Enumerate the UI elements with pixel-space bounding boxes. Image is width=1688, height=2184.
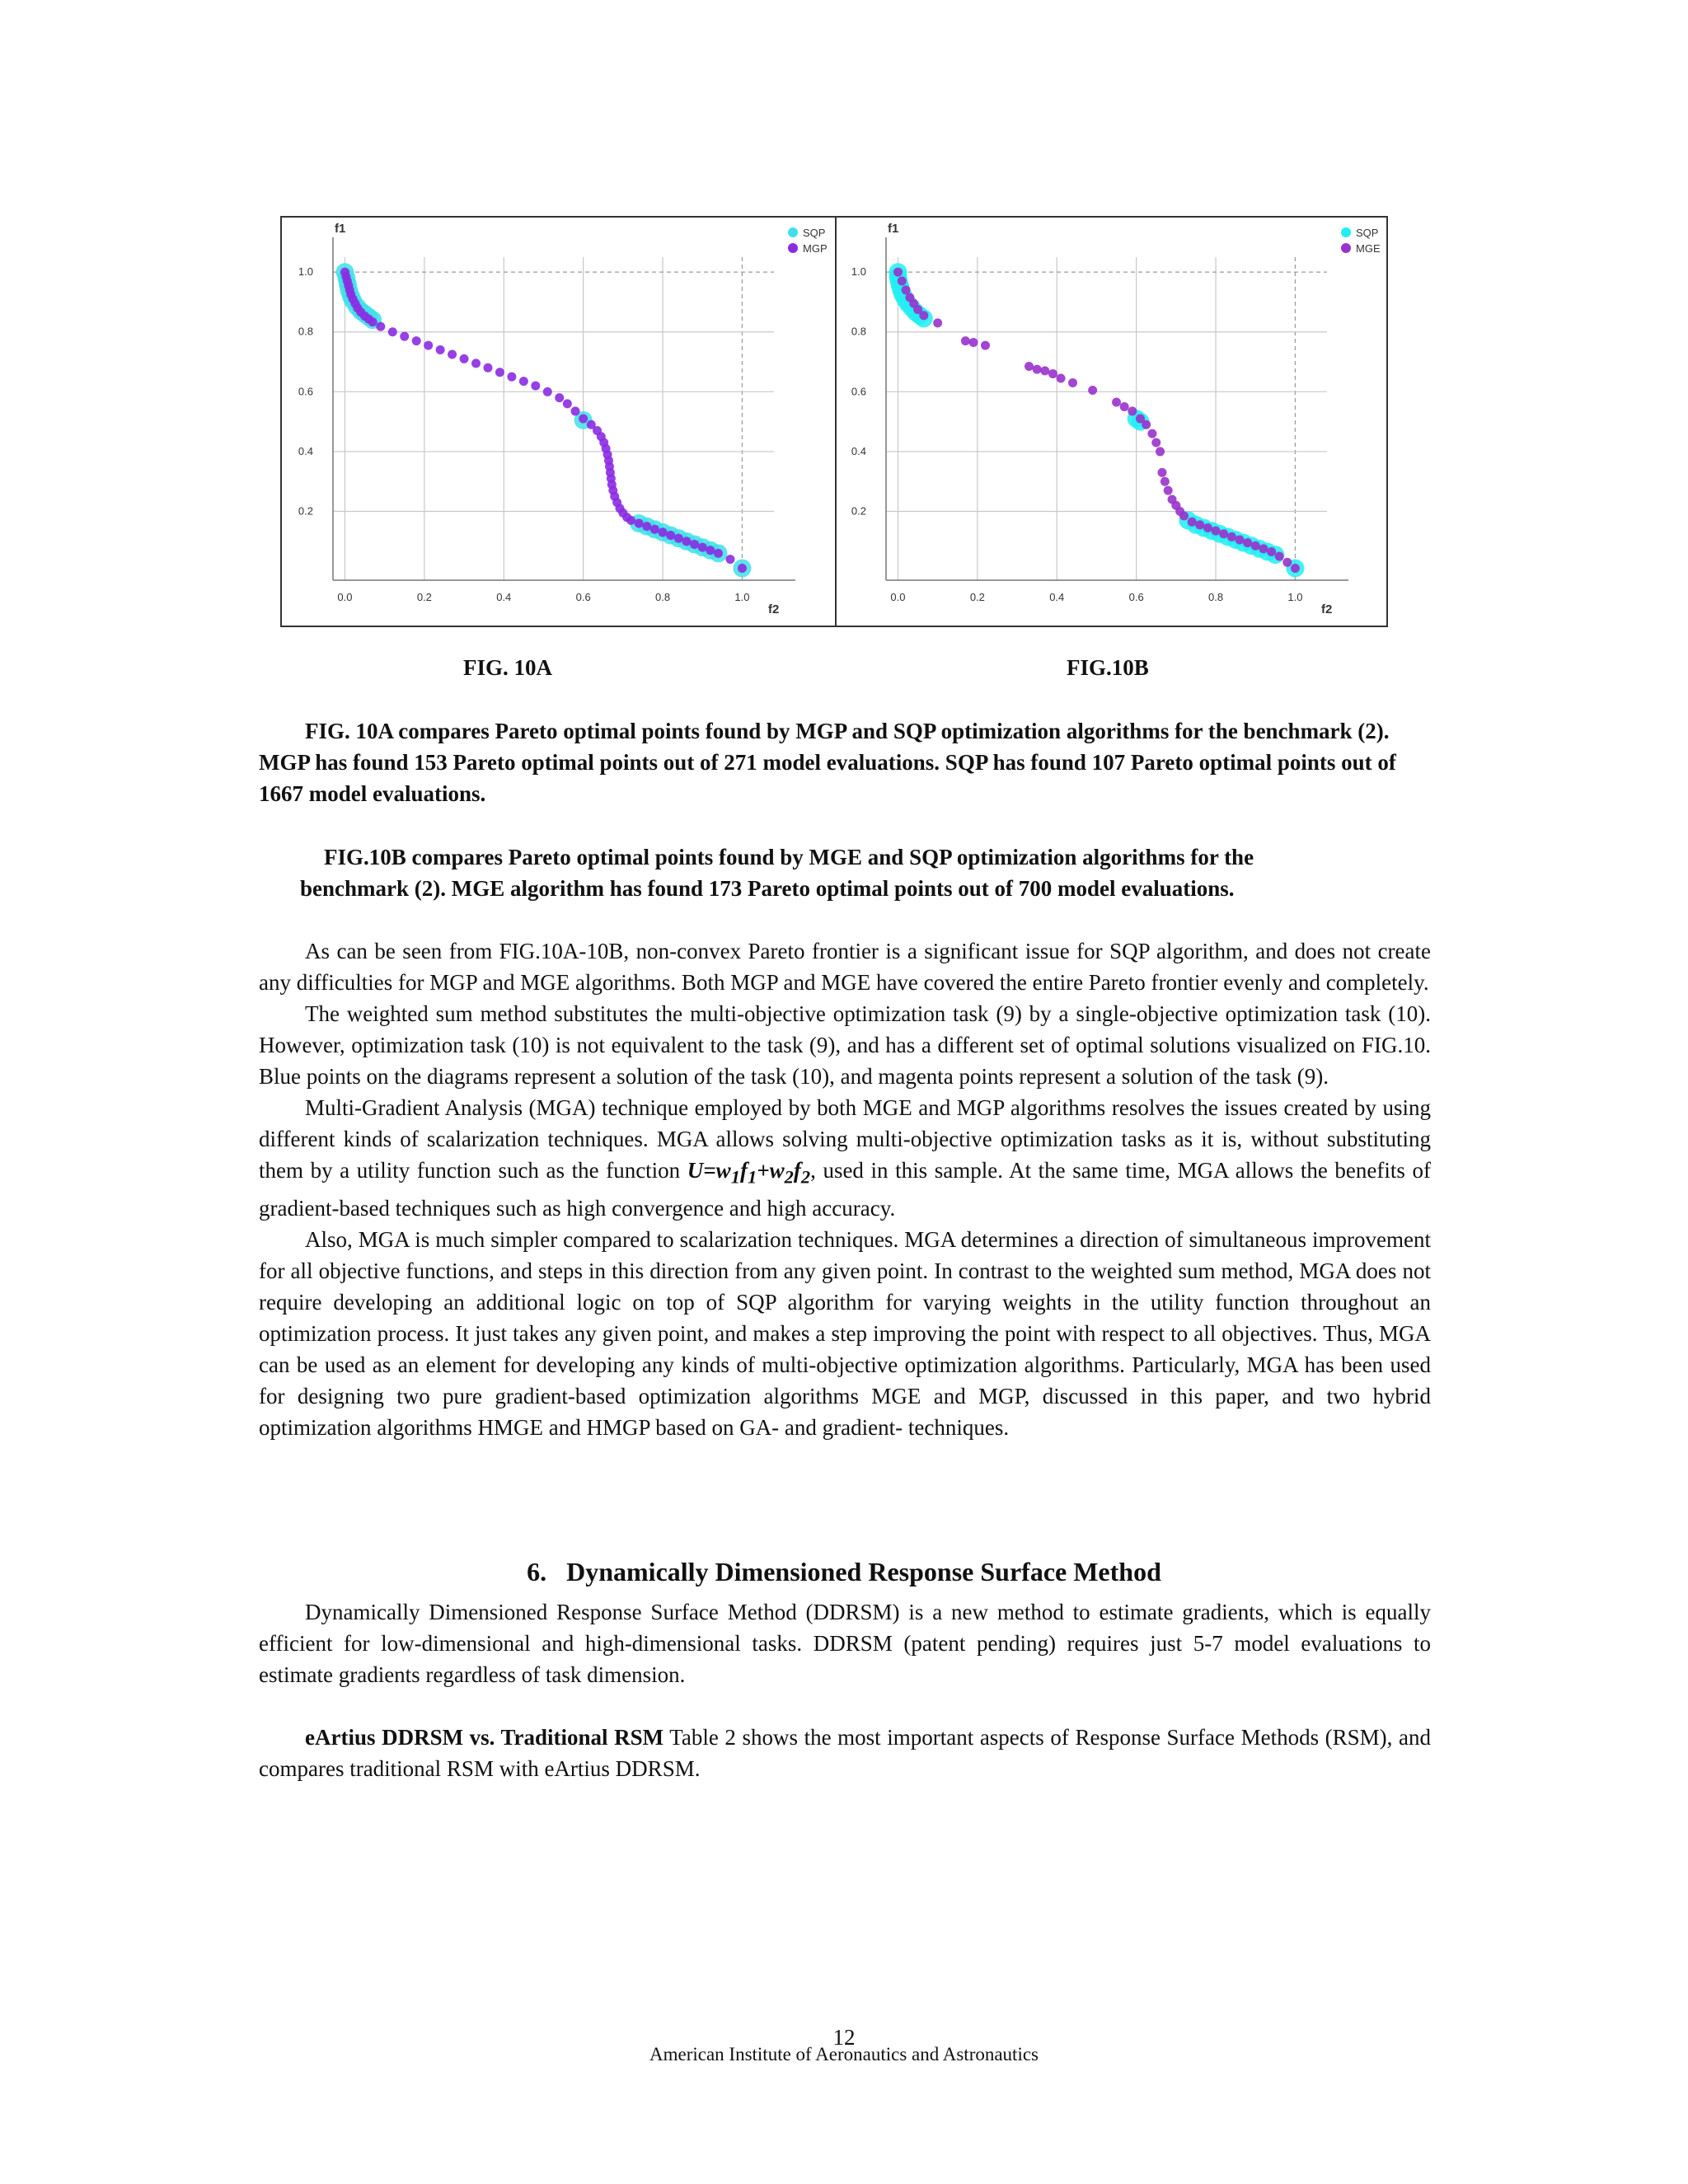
legend-label: MGP	[803, 242, 828, 255]
section-body-2	[259, 1722, 1431, 1784]
y-tick-label: 0.2	[298, 504, 313, 518]
section-heading	[0, 1557, 1688, 1587]
data-point	[635, 519, 644, 528]
data-point	[471, 359, 481, 368]
x-tick-label: 0.8	[655, 591, 671, 603]
data-point	[1195, 520, 1204, 529]
y-axis-label: f1	[888, 222, 899, 236]
data-point	[698, 543, 707, 552]
data-point	[690, 540, 699, 549]
data-point	[738, 564, 747, 573]
data-point	[706, 546, 715, 555]
data-point	[1112, 398, 1121, 407]
x-axis-label: f2	[1321, 602, 1333, 616]
x-tick-label: 0.2	[969, 591, 985, 603]
section-number: 6.	[527, 1557, 547, 1586]
figure-label-10b: FIG.10B	[1067, 655, 1149, 680]
data-point	[898, 277, 907, 286]
legend-label: SQP	[1356, 227, 1379, 239]
paragraph-lead: eArtius DDRSM vs. Traditional RSM	[305, 1725, 664, 1750]
y-tick-label: 0.8	[298, 325, 313, 338]
data-point	[543, 387, 552, 396]
data-point	[1291, 564, 1300, 573]
x-tick-label: 0.6	[1128, 591, 1144, 603]
legend-marker	[1341, 243, 1351, 253]
data-point	[1203, 523, 1212, 532]
paragraph: Also, MGA is much simpler compared to scalarization techniques. MGA determines a direction of simultaneous improvement for all objective functions, and steps in this direction from any given point. In contrast to the weighted sum method, MGA does not require developing an additional logic on top of SQP algorithm for varying weights in the utility function throughout an optimization process. It just takes any given point, and makes a step improving the point with respect to all objectives. Thus, MGA can be used as an element for developing any kinds of multi-objective optimization algorithms. Particularly, MGA has been used for designing two pure gradient-based optimization algorithms MGE and MGP, discussed in this paper, and two hybrid optimization algorithms HMGE and HMGP based on GA- and gradient- techniques.	[259, 1227, 1431, 1441]
y-tick-label: 0.2	[851, 504, 866, 518]
x-tick-label: 1.0	[1287, 591, 1303, 603]
data-point	[1259, 544, 1268, 553]
footer-publisher: American Institute of Aeronautics and Astronautics	[649, 2044, 1039, 2064]
x-axis-label: f2	[768, 602, 780, 616]
x-tick-label: 1.0	[734, 591, 750, 603]
x-tick-label: 0.4	[1049, 591, 1065, 603]
data-point	[674, 534, 683, 543]
data-point	[1267, 547, 1276, 556]
y-tick-label: 0.6	[851, 385, 866, 398]
data-point	[1025, 362, 1034, 371]
data-point	[388, 327, 397, 336]
x-tick-label: 0.8	[1208, 591, 1224, 603]
data-point	[682, 537, 691, 546]
data-point	[1048, 369, 1057, 378]
section-body	[259, 1596, 1431, 1690]
data-point	[495, 368, 504, 377]
data-point	[1088, 386, 1097, 395]
data-point	[531, 382, 540, 391]
data-point	[1128, 406, 1137, 415]
data-point	[507, 373, 516, 382]
data-point	[1156, 447, 1165, 456]
data-point	[1151, 438, 1160, 448]
data-point	[400, 332, 409, 341]
data-point	[714, 549, 723, 558]
data-point	[981, 341, 990, 350]
data-point	[376, 322, 385, 331]
data-point	[1068, 378, 1077, 387]
paragraph-text: , used in this sample. At the same time, MGA allows the benefits of gradient-based techniques such as high convergence and high accuracy.	[259, 1158, 1431, 1221]
data-point	[1157, 468, 1166, 477]
paragraph: The weighted sum method substitutes the multi-objective optimization task (9) by a single-objective optimization task (10). However, optimization task (10) is not equivalent to the task (9), and has a different set of optimal solutions visualized on FIG.10. Blue points on the diagrams represent a solution of the task (10), and magenta points represent a solution of the task (9).	[259, 1001, 1431, 1089]
data-point	[424, 341, 433, 350]
x-tick-label: 0.6	[575, 591, 591, 603]
data-point	[519, 377, 528, 386]
data-point	[919, 311, 928, 320]
chart-fig10a	[282, 218, 834, 626]
data-point	[483, 363, 492, 373]
figure-10-panel	[280, 216, 1388, 627]
y-tick-label: 0.4	[851, 444, 866, 457]
data-point	[725, 555, 734, 564]
legend-label: MGE	[1356, 242, 1381, 255]
legend-marker	[1341, 227, 1351, 237]
paragraph-text: Table 2 shows the most important aspects of Response Surface Methods (RSM), and compares traditional RSM with eArtius DDRSM.	[259, 1725, 1431, 1781]
data-point	[1040, 366, 1049, 375]
caption-fig10a: FIG. 10A compares Pareto optimal points found by MGP and SQP optimization algorithms for the benchmark (2). MGP has found 153 Pareto optimal points out of 271 model evaluations. SQP has found 107 Pareto optimal points out of 1667 model evaluations.	[259, 719, 1396, 806]
data-point	[650, 525, 659, 534]
x-tick-label: 0.0	[337, 591, 353, 603]
x-tick-label: 0.2	[416, 591, 432, 603]
data-point	[666, 531, 675, 540]
data-point	[1227, 532, 1236, 541]
data-point	[659, 527, 668, 537]
data-point	[961, 336, 970, 345]
legend-label: SQP	[803, 227, 826, 239]
data-point	[933, 318, 942, 327]
data-point	[893, 268, 903, 277]
section-title: Dynamically Dimensioned Response Surface Method	[566, 1557, 1161, 1586]
data-point	[1212, 527, 1221, 536]
y-tick-label: 0.4	[298, 444, 313, 457]
paragraph	[259, 1092, 1431, 1224]
y-tick-label: 1.0	[298, 265, 313, 279]
data-point	[1282, 558, 1292, 567]
data-point	[555, 393, 564, 402]
y-tick-label: 1.0	[851, 265, 866, 279]
legend-marker	[788, 243, 798, 253]
x-tick-label: 0.4	[496, 591, 512, 603]
data-point	[1160, 477, 1170, 486]
data-point	[642, 522, 651, 531]
paragraph-text: Multi-Gradient Analysis (MGA) technique employed by both MGE and MGP algorithms resolves the issues created by using different kinds of scalarization techniques. MGA allows solving multi-objective optimization tasks as it is, without substituting them by a utility function such as the function	[259, 1095, 1431, 1183]
y-axis-label: f1	[335, 222, 346, 236]
data-point	[579, 415, 588, 424]
data-point	[1235, 536, 1244, 545]
data-point	[1033, 365, 1042, 374]
figure-label-10a: FIG. 10A	[463, 655, 552, 680]
paragraph: Dynamically Dimensioned Response Surface Method (DDRSM) is a new method to estimate gradients, which is equally efficient for low-dimensional and high-dimensional tasks. DDRSM (patent pending) requires just 5-7 model evaluations to estimate gradients regardless of task dimension.	[259, 1600, 1431, 1687]
caption-fig10b-line1: FIG.10B compares Pareto optimal points found by MGE and SQP optimization algorithms for the	[324, 845, 1254, 869]
data-point	[1164, 486, 1173, 495]
data-point	[1142, 420, 1151, 429]
data-point	[1243, 538, 1252, 547]
data-point	[1275, 551, 1284, 560]
data-point	[1219, 529, 1228, 538]
data-point	[436, 345, 445, 354]
data-point	[1057, 374, 1066, 383]
caption-fig10b-line2: benchmark (2). MGE algorithm has found 173 Pareto optimal points out of 700 model evaluations.	[300, 876, 1235, 901]
data-point	[368, 317, 377, 326]
data-point	[460, 354, 469, 363]
data-point	[969, 338, 978, 347]
data-point	[1147, 429, 1156, 438]
data-point	[1179, 511, 1189, 520]
data-point	[563, 399, 572, 408]
x-tick-label: 0.0	[890, 591, 906, 603]
data-point	[1251, 541, 1260, 551]
chart-fig10b	[835, 218, 1387, 626]
data-point	[1120, 402, 1129, 411]
utility-formula: $U=w_1f_1+w_2f_2$	[687, 1158, 811, 1188]
paragraph: As can be seen from FIG.10A-10B, non-convex Pareto frontier is a significant issue for SQP algorithm, and does not create any difficulties for MGP and MGE algorithms. Both MGP and MGE have covered the entire Pareto frontier evenly and completely.	[259, 939, 1431, 995]
paragraph	[259, 1722, 1431, 1784]
legend-marker	[788, 227, 798, 237]
y-tick-label: 0.8	[851, 325, 866, 338]
data-point	[412, 336, 421, 345]
body-text	[259, 935, 1431, 1443]
data-point	[448, 349, 457, 359]
page-number: 12	[832, 2025, 856, 2050]
y-tick-label: 0.6	[298, 385, 313, 398]
data-point	[571, 406, 580, 415]
data-point	[1188, 518, 1197, 527]
data-point	[626, 516, 635, 525]
